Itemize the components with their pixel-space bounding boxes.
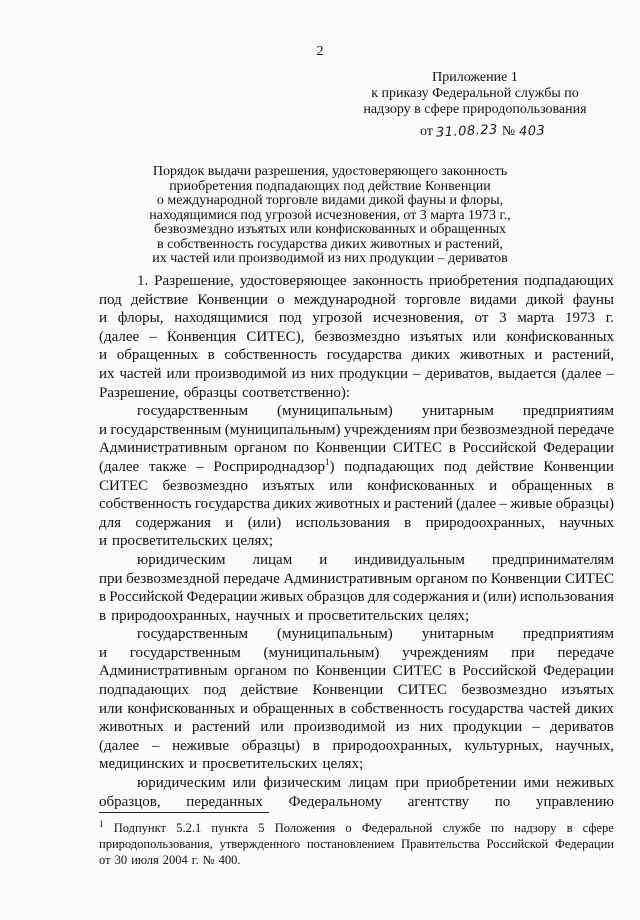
body-word: в	[312, 737, 320, 754]
body-line	[99, 793, 614, 812]
body-word: лицам	[348, 775, 389, 792]
body-text	[99, 272, 614, 811]
footnote-word: Подпункт	[113, 821, 166, 835]
body-word: в	[606, 477, 614, 494]
body-word: научных	[235, 607, 291, 624]
body-word: 1973	[564, 310, 595, 327]
body-word: –	[499, 496, 507, 513]
body-line	[99, 291, 614, 310]
body-word: находящимися	[174, 310, 269, 327]
body-word: Федерации	[186, 589, 258, 606]
body-word: природоохранных,	[332, 737, 452, 754]
body-word: юридическим	[137, 775, 226, 792]
body-word: живые	[510, 496, 553, 513]
body-word: продукции	[338, 365, 409, 382]
body-word: неживые	[172, 737, 229, 754]
footnote-word: 30	[114, 853, 128, 867]
body-word: передаче	[223, 570, 280, 587]
body-word: государства	[194, 496, 271, 513]
footnote-word: 5.2.1	[176, 821, 202, 835]
body-word: природоохранных,	[111, 607, 231, 624]
body-word: обращенных	[252, 700, 335, 717]
body-line	[99, 700, 614, 719]
body-word: СИТЕС),	[246, 328, 305, 345]
body-word: в	[99, 589, 107, 606]
body-word: Российской	[462, 440, 537, 457]
body-word: конфискованных	[506, 328, 614, 345]
body-word: в	[207, 347, 215, 364]
body-word: и	[471, 589, 480, 606]
body-word: из	[291, 365, 306, 382]
body-word: СИТЕС	[99, 477, 149, 494]
body-word: и	[99, 421, 108, 438]
footnote-word: природопользования,	[99, 837, 213, 851]
body-word: в	[99, 607, 107, 624]
title-line: в собственность государства диких животных и растений,	[157, 236, 503, 252]
body-word: дериватов,	[425, 365, 494, 382]
body-word: государственным	[110, 421, 222, 438]
page-number: 2	[316, 44, 324, 59]
body-word: СИТЕС	[564, 570, 614, 587]
footnote-word: надзору	[514, 821, 557, 835]
body-word: под	[203, 682, 227, 699]
body-line	[99, 384, 614, 403]
footnote-word: утвержденного	[219, 837, 301, 851]
body-word: целях;	[322, 756, 364, 773]
body-word: под	[443, 458, 467, 475]
body-word: безвозмездной	[460, 421, 555, 438]
body-word: государственным	[137, 626, 248, 643]
body-word: использования	[519, 589, 614, 606]
body-word: о	[277, 291, 285, 308]
body-word: управлению	[535, 793, 614, 810]
body-word: юридическим	[137, 551, 226, 568]
body-line	[99, 365, 614, 384]
body-word: обращенных	[116, 347, 198, 364]
body-word: для	[367, 589, 390, 606]
footnote-word: по	[491, 821, 504, 835]
body-line	[99, 272, 614, 291]
order-prefix: от	[420, 124, 433, 139]
body-word: (или)	[247, 514, 282, 531]
body-line	[99, 755, 614, 774]
title-line: приобретения подпадающих под действие Конвенции	[169, 178, 491, 194]
body-word: передаче	[557, 421, 614, 438]
body-word: государства	[326, 347, 402, 364]
title-line: их частей или производимой из них продукции – дериватов	[152, 251, 508, 266]
body-line	[99, 607, 614, 626]
body-word: образцы	[183, 384, 238, 401]
body-word: также	[148, 458, 187, 475]
body-word: Разрешение,	[154, 273, 234, 289]
body-word: по	[293, 663, 309, 680]
body-word: при	[433, 421, 458, 438]
body-word: Росприроднадзор$^1$)	[213, 456, 335, 475]
body-word: предприятиям	[522, 403, 614, 420]
body-line	[99, 309, 614, 328]
body-word: (далее	[99, 737, 140, 754]
body-word: –	[532, 719, 540, 736]
body-word: и	[99, 310, 108, 327]
body-word: растений,	[552, 347, 614, 364]
body-word: органом	[415, 570, 469, 587]
body-word: и	[489, 477, 498, 494]
appendix-header	[330, 70, 620, 118]
appendix-line: Приложение 1	[432, 70, 518, 85]
body-word: обращенных	[511, 477, 593, 494]
body-word: действие	[130, 291, 189, 308]
body-word: и	[225, 514, 234, 531]
body-word: угрозой	[312, 310, 363, 327]
body-word: г.	[605, 310, 614, 327]
body-word: –	[196, 458, 204, 475]
body-word: –	[151, 737, 160, 754]
footnote-word: службе	[442, 821, 481, 835]
body-word: Федеральному	[288, 793, 383, 810]
body-word: Конвенции	[197, 291, 268, 308]
body-word: и	[173, 719, 182, 736]
body-word: диких	[273, 496, 312, 513]
body-word: при	[99, 570, 123, 587]
body-word: дериватов	[549, 719, 614, 736]
body-word: (муниципальным)	[276, 403, 393, 420]
body-word: целях;	[232, 533, 274, 550]
footnote-word: о	[345, 821, 352, 835]
body-word: или	[232, 775, 257, 792]
body-word: неживых	[556, 775, 614, 792]
title-line: Порядок выдачи разрешения, удостоверяющего законность	[152, 164, 508, 179]
body-word: органом	[234, 663, 287, 680]
body-word: по	[494, 793, 511, 810]
body-word: животных	[459, 347, 525, 364]
body-word: растений	[394, 496, 453, 513]
body-word: или	[99, 700, 123, 717]
body-word: просветительских	[308, 607, 424, 624]
body-line	[99, 346, 614, 365]
body-word: учреждениям	[343, 421, 431, 438]
body-word: или	[472, 328, 497, 345]
body-word: Конвенции	[315, 663, 387, 680]
body-word: в	[338, 700, 346, 717]
body-word: СИТЕС	[397, 682, 447, 699]
body-line	[99, 588, 614, 607]
body-word: (далее	[455, 496, 497, 513]
body-word: лицам	[252, 551, 293, 568]
footnote-line	[99, 820, 614, 836]
body-word: законность	[352, 273, 424, 289]
body-word: и	[295, 607, 304, 624]
footnote-word: июля	[131, 853, 159, 867]
body-word: унитарным	[421, 626, 494, 643]
body-word: научных	[559, 514, 614, 531]
body-word: под	[278, 310, 302, 327]
footnote-word: пункта	[211, 821, 249, 835]
body-word: физическим	[263, 775, 342, 792]
body-word: дикой	[525, 291, 564, 308]
order-date-handwritten: 31.08.23	[436, 122, 499, 141]
body-word: соответственно):	[242, 384, 351, 401]
body-word: образцов	[306, 589, 365, 606]
body-word: СИТЕС	[392, 663, 443, 680]
body-word: Конвенции	[490, 570, 562, 587]
body-word: под	[99, 291, 122, 308]
body-word: торговле	[404, 291, 461, 308]
body-word: их	[99, 365, 115, 382]
body-word: диких	[411, 347, 451, 364]
footnote-marker: 1	[99, 818, 104, 829]
footnote-word: Федерации	[554, 837, 614, 851]
body-word: удостоверяющее	[239, 273, 347, 289]
footnote-line	[99, 836, 614, 852]
body-line	[99, 514, 614, 533]
body-word: для	[99, 514, 122, 531]
body-word: производимой	[194, 365, 287, 382]
body-word: (далее	[99, 458, 140, 475]
body-word: при	[395, 775, 419, 792]
body-word: изъятых	[561, 682, 614, 699]
body-word: диких	[575, 700, 614, 717]
body-word: растений	[192, 719, 251, 736]
body-word: или	[260, 719, 284, 736]
document-title	[120, 165, 540, 267]
body-word: и	[383, 496, 392, 513]
body-word: унитарным	[421, 403, 494, 420]
body-word: –	[606, 365, 614, 382]
body-word: флоры,	[117, 310, 164, 327]
body-word: 1.	[137, 273, 149, 289]
body-word: в	[404, 514, 412, 531]
body-word: Административным	[99, 440, 228, 457]
body-word: передаче	[557, 644, 614, 661]
body-word: природоохранных,	[425, 514, 546, 531]
body-line	[99, 328, 614, 347]
footnote-word: 400.	[218, 853, 241, 867]
body-line	[99, 644, 614, 663]
title-line: находящимися под угрозой исчезновения, от 3 марта 1973 г.,	[149, 207, 511, 223]
body-word: учреждениям	[402, 644, 489, 661]
body-word: по	[293, 440, 309, 457]
body-word: и	[189, 756, 198, 773]
body-word: безвозмездно	[314, 328, 400, 345]
footnote-word: 5	[258, 821, 265, 835]
body-line	[99, 662, 614, 681]
body-word: –	[149, 328, 157, 345]
body-word: государственным	[137, 403, 248, 420]
body-word: 3	[499, 310, 507, 327]
body-word: производимой	[293, 719, 386, 736]
footnote-word: от	[99, 853, 111, 867]
body-word: международной	[293, 291, 396, 308]
body-word: образцы)	[241, 737, 301, 754]
body-word: и	[239, 700, 248, 717]
body-word: (далее	[561, 365, 602, 382]
title-line: о международной торговле видами дикой фауны и флоры,	[156, 193, 504, 208]
body-word: Административным	[283, 570, 412, 587]
body-word: и	[319, 551, 328, 568]
footnote-word: Положения	[274, 821, 336, 835]
body-word: государственным	[129, 644, 241, 661]
body-word: государства	[448, 700, 524, 717]
body-word: или	[329, 477, 353, 494]
body-word: видами	[469, 291, 517, 308]
body-word: Российской	[109, 589, 184, 606]
body-word: конфискованных	[367, 477, 475, 494]
body-word: выдается	[498, 365, 557, 382]
body-word: собственность	[224, 347, 318, 364]
body-word: живых	[260, 589, 304, 606]
footnote-word: №	[202, 853, 215, 867]
body-word: приобретении	[426, 775, 517, 792]
footnote-word: 2004	[162, 853, 188, 867]
body-word: по	[471, 570, 488, 587]
body-word: просветительских	[202, 756, 318, 773]
body-line	[99, 421, 614, 440]
body-word: собственность	[350, 700, 444, 717]
footnote-word: в	[566, 821, 573, 835]
order-reference	[420, 124, 620, 140]
appendix-line: к приказу Федеральной службы по	[371, 86, 579, 101]
body-word: содержания	[393, 589, 469, 606]
footnote	[99, 820, 614, 868]
body-word: Конвенции	[315, 440, 387, 457]
body-word: Конвенция	[166, 328, 237, 345]
body-word: безвозмездно	[162, 477, 249, 494]
body-line	[99, 551, 614, 570]
title-line: безвозмездно изъятых или конфискованных и обращенных	[154, 222, 506, 237]
body-word: частей	[528, 700, 571, 717]
body-word: научных,	[555, 737, 614, 754]
body-word: изъятых	[410, 328, 463, 345]
body-line	[99, 718, 614, 737]
body-word: медицинских	[99, 756, 185, 773]
body-word: марта	[517, 310, 555, 327]
body-word: действие	[476, 458, 534, 475]
body-word: СИТЕС	[392, 440, 443, 457]
body-word: или	[166, 365, 191, 382]
body-word: –	[412, 365, 421, 382]
body-word: Конвенции	[543, 458, 614, 475]
body-word: конфискованных	[127, 700, 236, 717]
body-line	[99, 458, 614, 477]
body-word: (муниципальным)	[263, 644, 380, 661]
body-word: Федерации	[543, 440, 614, 457]
footnote-word: г.	[191, 853, 199, 867]
body-word: переданных	[186, 793, 263, 810]
body-line	[99, 439, 614, 458]
footnote-word	[99, 820, 104, 836]
body-word: использования	[295, 514, 390, 531]
footnote-word: постановлением	[306, 837, 395, 851]
footnote-word: Правительства	[401, 837, 480, 851]
body-line	[99, 774, 614, 793]
body-word: безвозмездной	[126, 570, 220, 587]
body-word: них	[419, 719, 444, 736]
body-line	[99, 402, 614, 421]
body-word: Российской	[462, 663, 537, 680]
appendix-line: надзору в сфере природопользования	[363, 102, 587, 117]
body-word: (муниципальным)	[276, 626, 393, 643]
body-word: индивидуальным	[354, 551, 465, 568]
body-word: содержания	[135, 514, 211, 531]
body-line	[99, 681, 614, 700]
footnote-word: Федеральной	[361, 821, 433, 835]
body-line	[99, 737, 614, 756]
body-word: от	[474, 310, 489, 327]
body-word: подпадающих	[523, 273, 614, 289]
footnote-separator	[99, 812, 269, 813]
body-word: образцы)	[555, 496, 614, 513]
body-word: целях;	[428, 607, 470, 624]
body-word: Разрешение,	[99, 384, 179, 401]
body-word: культурных,	[464, 737, 543, 754]
body-word: (далее	[99, 328, 140, 345]
body-word: в	[448, 440, 456, 457]
body-word: продукции	[453, 719, 523, 736]
footnote-word: сфере	[582, 821, 614, 835]
body-word: Конвенции	[312, 682, 384, 699]
body-line	[99, 570, 614, 589]
body-word: приобретения	[429, 273, 519, 289]
body-word: подпадающих	[99, 682, 189, 699]
body-word: фауны	[572, 291, 614, 308]
body-word: (муниципальным)	[224, 421, 341, 438]
body-word: при	[511, 644, 535, 661]
body-word: в	[448, 663, 456, 680]
body-word: органом	[234, 440, 287, 457]
body-word: животных	[99, 719, 164, 736]
body-word: ими	[523, 775, 549, 792]
body-word: агентству	[407, 793, 470, 810]
order-number-label: №	[501, 124, 516, 139]
body-word: и	[99, 644, 108, 661]
body-line	[99, 625, 614, 644]
body-word: исчезновения,	[373, 310, 464, 327]
body-word: безвозмездно	[461, 682, 547, 699]
body-word: просветительских	[112, 533, 228, 550]
body-word: Федерации	[543, 663, 614, 680]
body-word: предприятиям	[522, 626, 614, 643]
footnote-marker: 1	[324, 456, 330, 467]
body-line	[99, 477, 614, 496]
body-word: и	[534, 347, 543, 364]
footnote-word: Российской	[486, 837, 549, 851]
body-word: предпринимателям	[491, 551, 614, 568]
body-word: образцов,	[99, 793, 161, 810]
body-word: действие	[240, 682, 299, 699]
body-word: частей	[119, 365, 162, 382]
body-word: и	[99, 533, 108, 550]
order-number-handwritten: 403	[518, 123, 546, 140]
body-word: подпадающих	[344, 458, 435, 475]
body-word: животных	[315, 496, 380, 513]
body-word: и	[99, 347, 108, 364]
body-line	[99, 495, 614, 514]
body-line	[99, 532, 614, 551]
body-word: собственность	[99, 496, 192, 513]
body-word: изъятых	[262, 477, 315, 494]
footnote-line	[99, 852, 614, 868]
body-word: Административным	[99, 663, 228, 680]
body-word: из	[395, 719, 410, 736]
body-word: (или)	[482, 589, 517, 606]
body-word: них	[310, 365, 335, 382]
